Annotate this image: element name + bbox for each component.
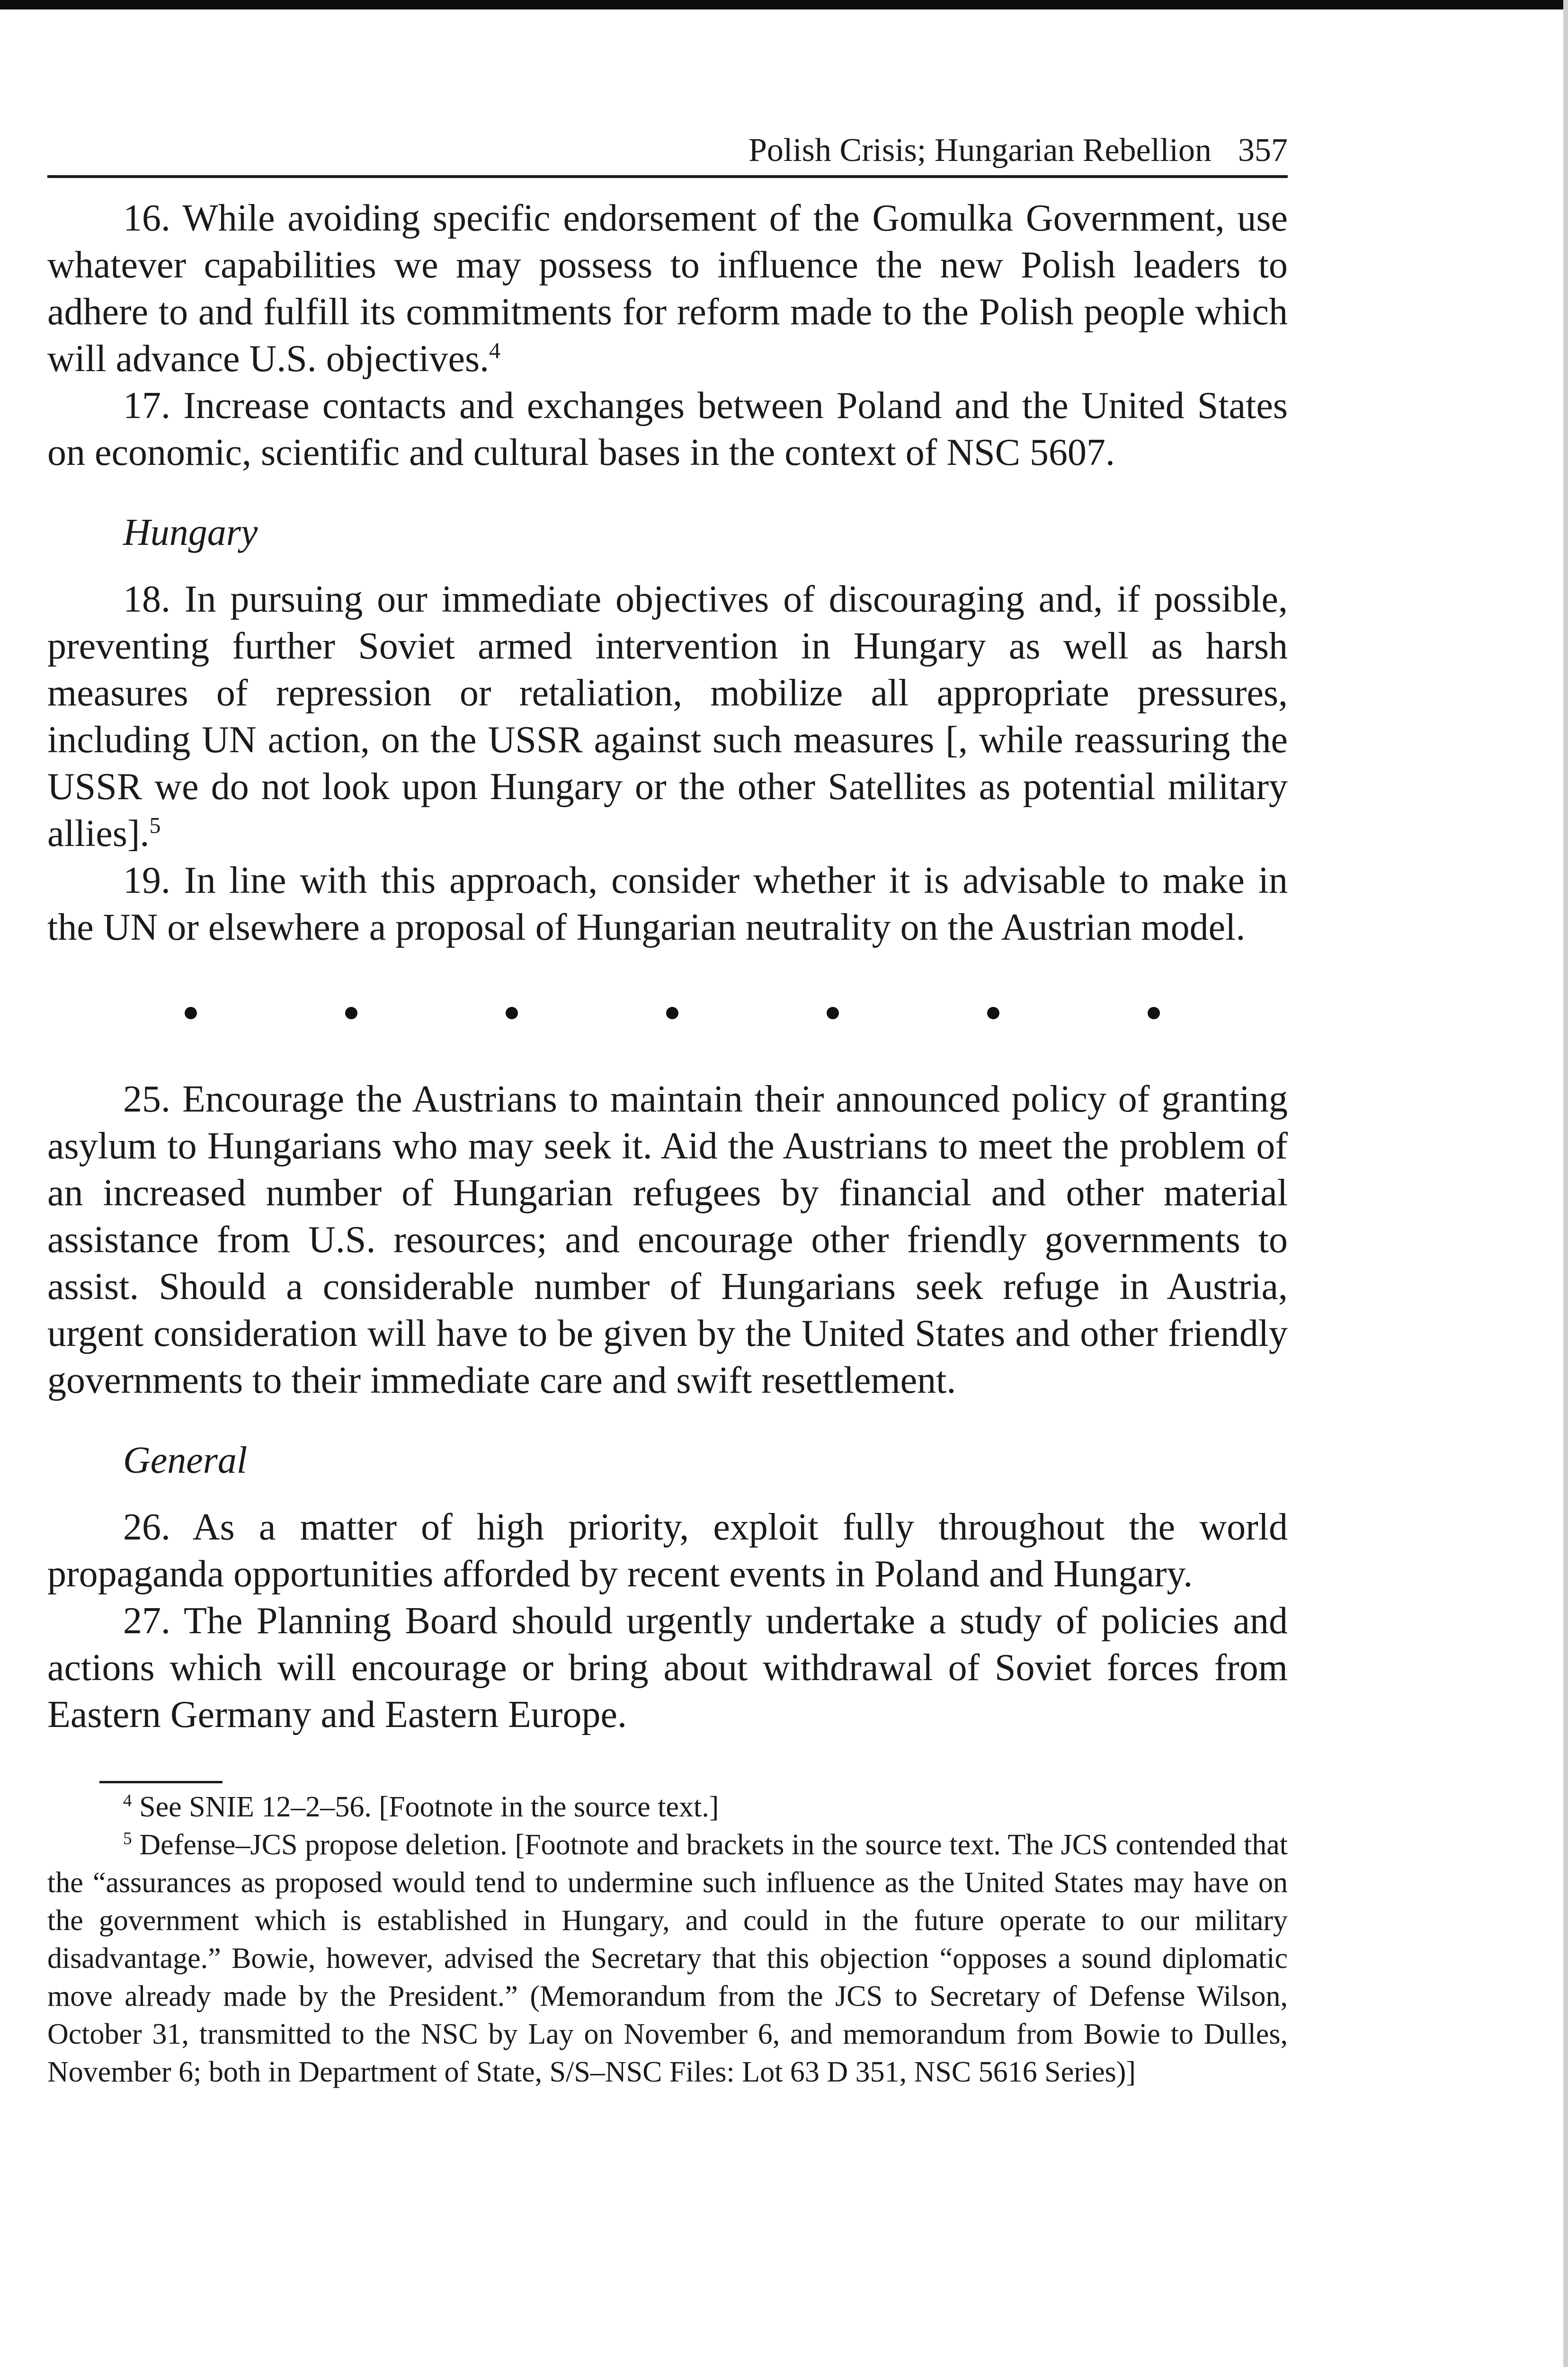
scan-right-edge: [1563, 0, 1568, 2367]
footnote-5: [47, 1826, 1288, 2091]
paragraph-27: 27. The Planning Board should urgently undertake a study of policies and actions which will encourage or bring about withdrawal of Soviet forces from Eastern Germany and Eastern Europe.: [47, 1600, 1288, 1735]
section-heading-hungary: Hungary: [123, 512, 258, 553]
separator-dot: [185, 1007, 197, 1019]
footnote-ref-5[interactable]: 5: [149, 813, 161, 838]
footnote-5-mark: 5: [123, 1829, 132, 1849]
paragraph-18-text: 18. In pursuing our immediate objectives of discouraging and, if possible, preventing further Soviet armed intervention in Hungary as well as harsh measures of repression or retaliation, mobilize all appropriate pressures, including UN action, on the USSR against such measures [, while reassuring the USSR we do not look upon Hungary or the other Satellites as potential military allies].: [47, 578, 1288, 854]
separator-dot: [987, 1007, 999, 1019]
separator-dot: [827, 1007, 839, 1019]
paragraph-26: 26. As a matter of high priority, exploit fully throughout the world propaganda opportunities afforded by recent events in Poland and Hungary.: [47, 1506, 1288, 1595]
paragraph-19: 19. In line with this approach, consider whether it is advisable to make in the UN or elsewhere a proposal of Hungarian neutrality on the Austrian model.: [47, 860, 1288, 948]
separator-dot: [506, 1007, 518, 1019]
running-head-title: Polish Crisis; Hungarian Rebellion: [748, 132, 1212, 169]
separator-dot: [1148, 1007, 1160, 1019]
footnote-4: [47, 1788, 1288, 1826]
footnote-4-mark: 4: [123, 1791, 132, 1811]
paragraph-16: [47, 195, 1288, 383]
running-head: [47, 128, 1288, 178]
paragraph-25: 25. Encourage the Austrians to maintain their announced policy of granting asylum to Hungarians who may seek it. Aid the Austrians to meet the problem of an increased number of Hungarian refugees by financial and other material assistance from U.S. resources; and encourage other friendly governments to assist. Should a considerable number of Hungarians seek refuge in Austria, urgent consideration will have to be given by the United States and other friendly governments to their immediate care and swift resettlement.: [47, 1078, 1288, 1401]
footnote-ref-4[interactable]: 4: [489, 338, 501, 364]
paragraph-17: 17. Increase contacts and exchanges between Poland and the United States on economic, scientific and cultural bases in the context of NSC 5607.: [47, 385, 1288, 473]
separator-dot: [666, 1007, 678, 1019]
paragraph-18: [47, 576, 1288, 857]
scan-top-edge: [0, 0, 1568, 9]
footnote-4-text: See SNIE 12–2–56. [Footnote in the source text.]: [139, 1791, 719, 1823]
page-number: 357: [1238, 132, 1288, 169]
ellipsis-separator: [47, 1007, 1288, 1019]
footnote-5-text: Defense–JCS propose deletion. [Footnote and brackets in the source text. The JCS contended that the “assurances as proposed would tend to undermine such influence as the United States may have on the government which is established in Hungary, and could in the future operate to our military disadvantage.” Bowie, however, advised the Secretary that this objection “opposes a sound diplomatic move already made by the President.” (Memorandum from the JCS to Secretary of Defense Wilson, October 31, transmitted to the NSC by Lay on November 6, and memorandum from Bowie to Dulles, November 6; both in Department of State, S/S–NSC Files: Lot 63 D 351, NSC 5616 Series)]: [47, 1829, 1288, 2088]
document-page: [47, 128, 1288, 2091]
section-heading-general: General: [123, 1440, 248, 1481]
separator-dot: [345, 1007, 357, 1019]
paragraph-16-text: 16. While avoiding specific endorsement of the Gomulka Government, use whatever capabilities we may possess to influence the new Polish leaders to adhere to and fulfill its commitments for reform made to the Polish people which will advance U.S. objectives.: [47, 197, 1288, 380]
footnote-rule: [99, 1781, 223, 1783]
